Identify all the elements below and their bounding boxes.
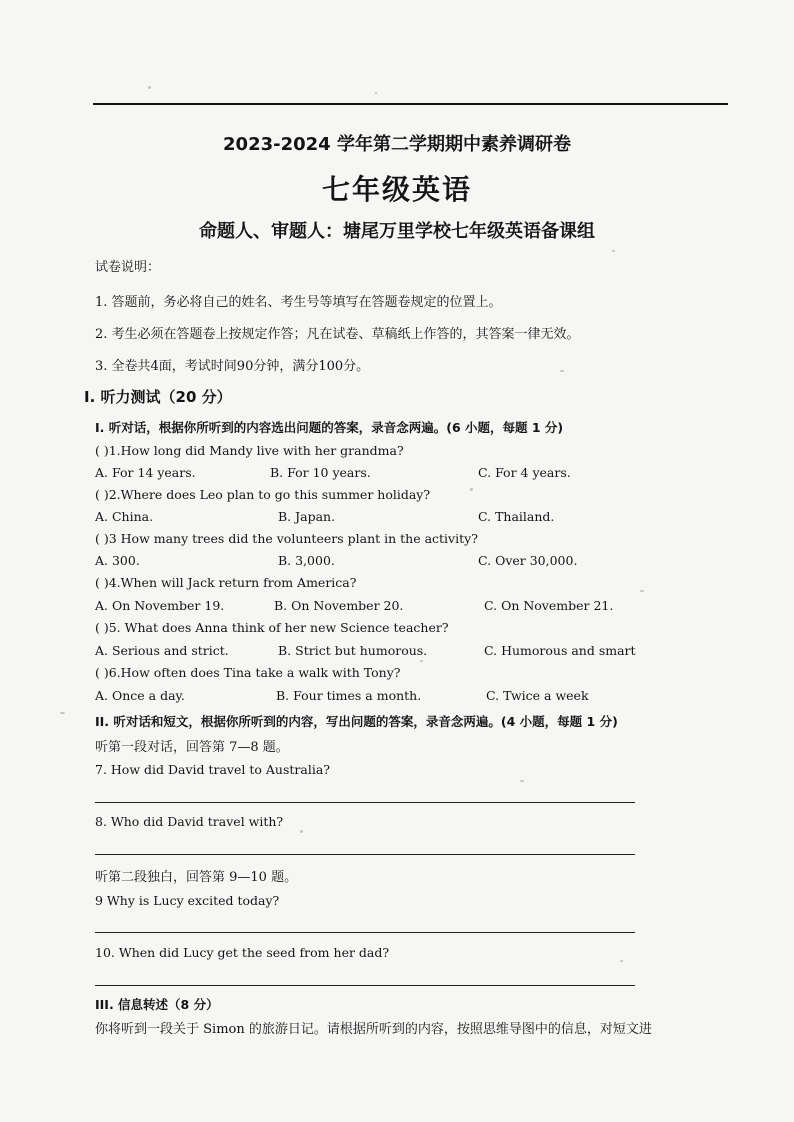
instructions-heading: 试卷说明： [95,260,161,275]
option-c: C. On November 21. [484,598,614,613]
scan-speck [60,712,65,714]
option-b: B. On November 20. [274,598,404,613]
top-rule [93,103,728,105]
part-text: 你将听到一段关于 Simon 的旅游日记。请根据所听到的内容，按照思维导图中的信息，对短文进 [95,1022,652,1037]
option-a: A. On November 19. [95,598,225,613]
option-b: B. Japan. [278,509,336,524]
scan-speck [375,92,377,94]
part-title: III. 信息转述（8 分） [95,997,219,1012]
section-title: I. 听力测试（20 分） [84,388,232,406]
question-stem: 7. How did David travel to Australia? [95,762,330,777]
subject-title: 七年级英语 [321,173,472,206]
instruction-item: 3. 全卷共4面，考试时间90分钟，满分100分。 [95,359,370,374]
scan-speck [300,830,303,833]
part-title: I. 听对话，根据你所听到的内容选出问题的答案，录音念两遍。(6 小题，每题 1 分) [95,420,564,435]
question-stem: 8. Who did David travel with? [95,814,284,829]
option-a: A. For 14 years. [95,465,196,480]
option-a: A. 300. [95,553,140,568]
scan-speck [560,370,564,372]
option-c: C. Twice a week [486,688,589,703]
question-stem: ( )4.When will Jack return from America? [95,575,357,590]
authors-line: 命题人、审题人：塘尾万里学校七年级英语备课组 [199,221,595,242]
scan-speck [470,488,473,491]
exam-title: 2023-2024 学年第二学期期中素养调研卷 [223,134,571,155]
option-a: A. China. [95,509,154,524]
question-stem: ( )3 How many trees did the volunteers plant in the activity? [95,531,478,546]
question-stem: ( )2.Where does Leo plan to go this summer holiday? [95,487,431,502]
scan-speck [640,590,644,592]
question-stem: ( )6.How often does Tina take a walk with Tony? [95,665,401,680]
question-stem: 9 Why is Lucy excited today? [95,893,280,908]
option-b: B. For 10 years. [270,465,371,480]
option-a: A. Once a day. [95,688,185,703]
option-b: B. Four times a month. [276,688,422,703]
instruction-item: 1. 答题前，务必将自己的姓名、考生号等填写在答题卷规定的位置上。 [95,295,502,310]
option-b: B. Strict but humorous. [278,643,428,658]
scan-speck [148,86,151,89]
scan-speck [620,960,623,962]
instruction-item: 2. 考生必须在答题卷上按规定作答；凡在试卷、草稿纸上作答的，其答案一律无效。 [95,327,580,342]
part-title: II. 听对话和短文，根据你所听到的内容，写出问题的答案，录音念两遍。(4 小题，每题 1 分) [95,714,618,729]
option-a: A. Serious and strict. [95,643,229,658]
scan-speck [420,660,423,662]
segment-instruction: 听第二段独白，回答第 9—10 题。 [95,870,298,885]
option-c: C. Over 30,000. [478,553,578,568]
answer-line [95,802,635,803]
answer-line [95,932,635,933]
question-stem: 10. When did Lucy get the seed from her dad? [95,945,390,960]
scan-speck [612,250,615,252]
question-stem: ( )5. What does Anna think of her new Science teacher? [95,620,449,635]
question-stem: ( )1.How long did Mandy live with her grandma? [95,443,404,458]
scan-speck [520,780,524,782]
segment-instruction: 听第一段对话，回答第 7—8 题。 [95,740,289,755]
option-c: C. Humorous and smart [484,643,636,658]
option-b: B. 3,000. [278,553,335,568]
option-c: C. For 4 years. [478,465,571,480]
option-c: C. Thailand. [478,509,555,524]
answer-line [95,985,635,986]
answer-line [95,854,635,855]
